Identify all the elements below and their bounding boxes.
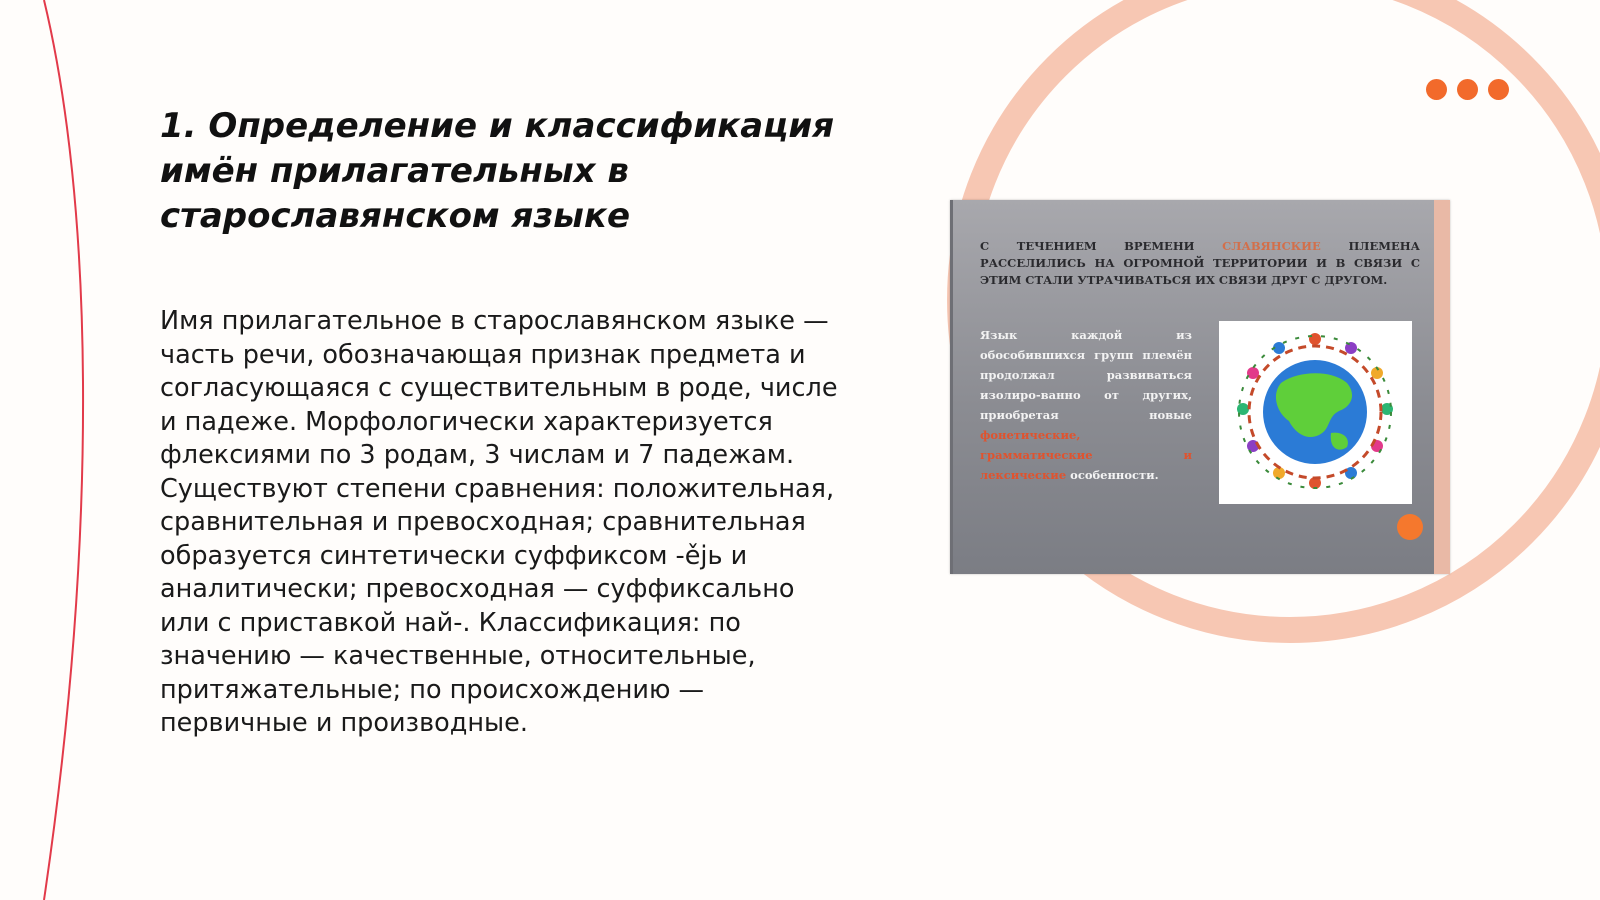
- embedded-heading-highlight: СЛАВЯНСКИЕ: [1222, 239, 1321, 253]
- embedded-text-part: Язык каждой из обособившихся групп племён продолжал развиваться изолиро-ванно от других, приобретая новые: [980, 328, 1192, 422]
- dot-icon: [1426, 79, 1447, 100]
- embedded-heading-part: С ТЕЧЕНИЕМ ВРЕМЕНИ: [980, 239, 1195, 253]
- embedded-slide-image: [950, 200, 1450, 574]
- embedded-heading-part: ПЛЕМЕНА РАССЕЛИЛИСЬ НА ОГРОМНОЙ ТЕРРИТОРИИ И В СВЯЗИ С ЭТИМ СТАЛИ УТРАЧИВАТЬСЯ ИХ СВЯЗИ ДРУГ С ДРУГОМ.: [980, 239, 1420, 287]
- decorative-left-curve: [44, 0, 83, 900]
- globe-with-children-icon: [1219, 321, 1412, 504]
- embedded-text-highlight: фонетические, грамматические и лексические: [980, 428, 1192, 482]
- embedded-slide-left-border: [950, 200, 953, 574]
- embedded-slide-right-border: [1434, 200, 1450, 574]
- slide-title: 1. Определение и классификация имён прилагательных в старославянском языке: [160, 106, 835, 236]
- dot-icon: [1457, 79, 1478, 100]
- embedded-slide-heading: [980, 238, 1420, 289]
- globe-illustration: [1219, 321, 1412, 504]
- dot-icon: [1488, 79, 1509, 100]
- embedded-text-part: особенности.: [1070, 468, 1159, 482]
- slide-body-text: Имя прилагательное в старославянском языке — часть речи, обозначающая признак предмета и согласующаяся с существительным в роде, числе и падеже. Морфологически характеризуется флексиями по 3 родам, 3 числам и 7 падежам. Существуют степени сравнения: положительная, сравнительная и превосходная; сравнительная образуется синтетически суффиксом -ějь и аналитически; превосходная — суффиксально или с приставкой най-. Классификация: по значению — качественные, относительные, притяжательные; по происхождению — первичные и производные.: [160, 306, 838, 738]
- embedded-slide-text: [980, 325, 1192, 485]
- decorative-dots: [1426, 79, 1509, 100]
- embedded-slide-dot: [1397, 514, 1423, 540]
